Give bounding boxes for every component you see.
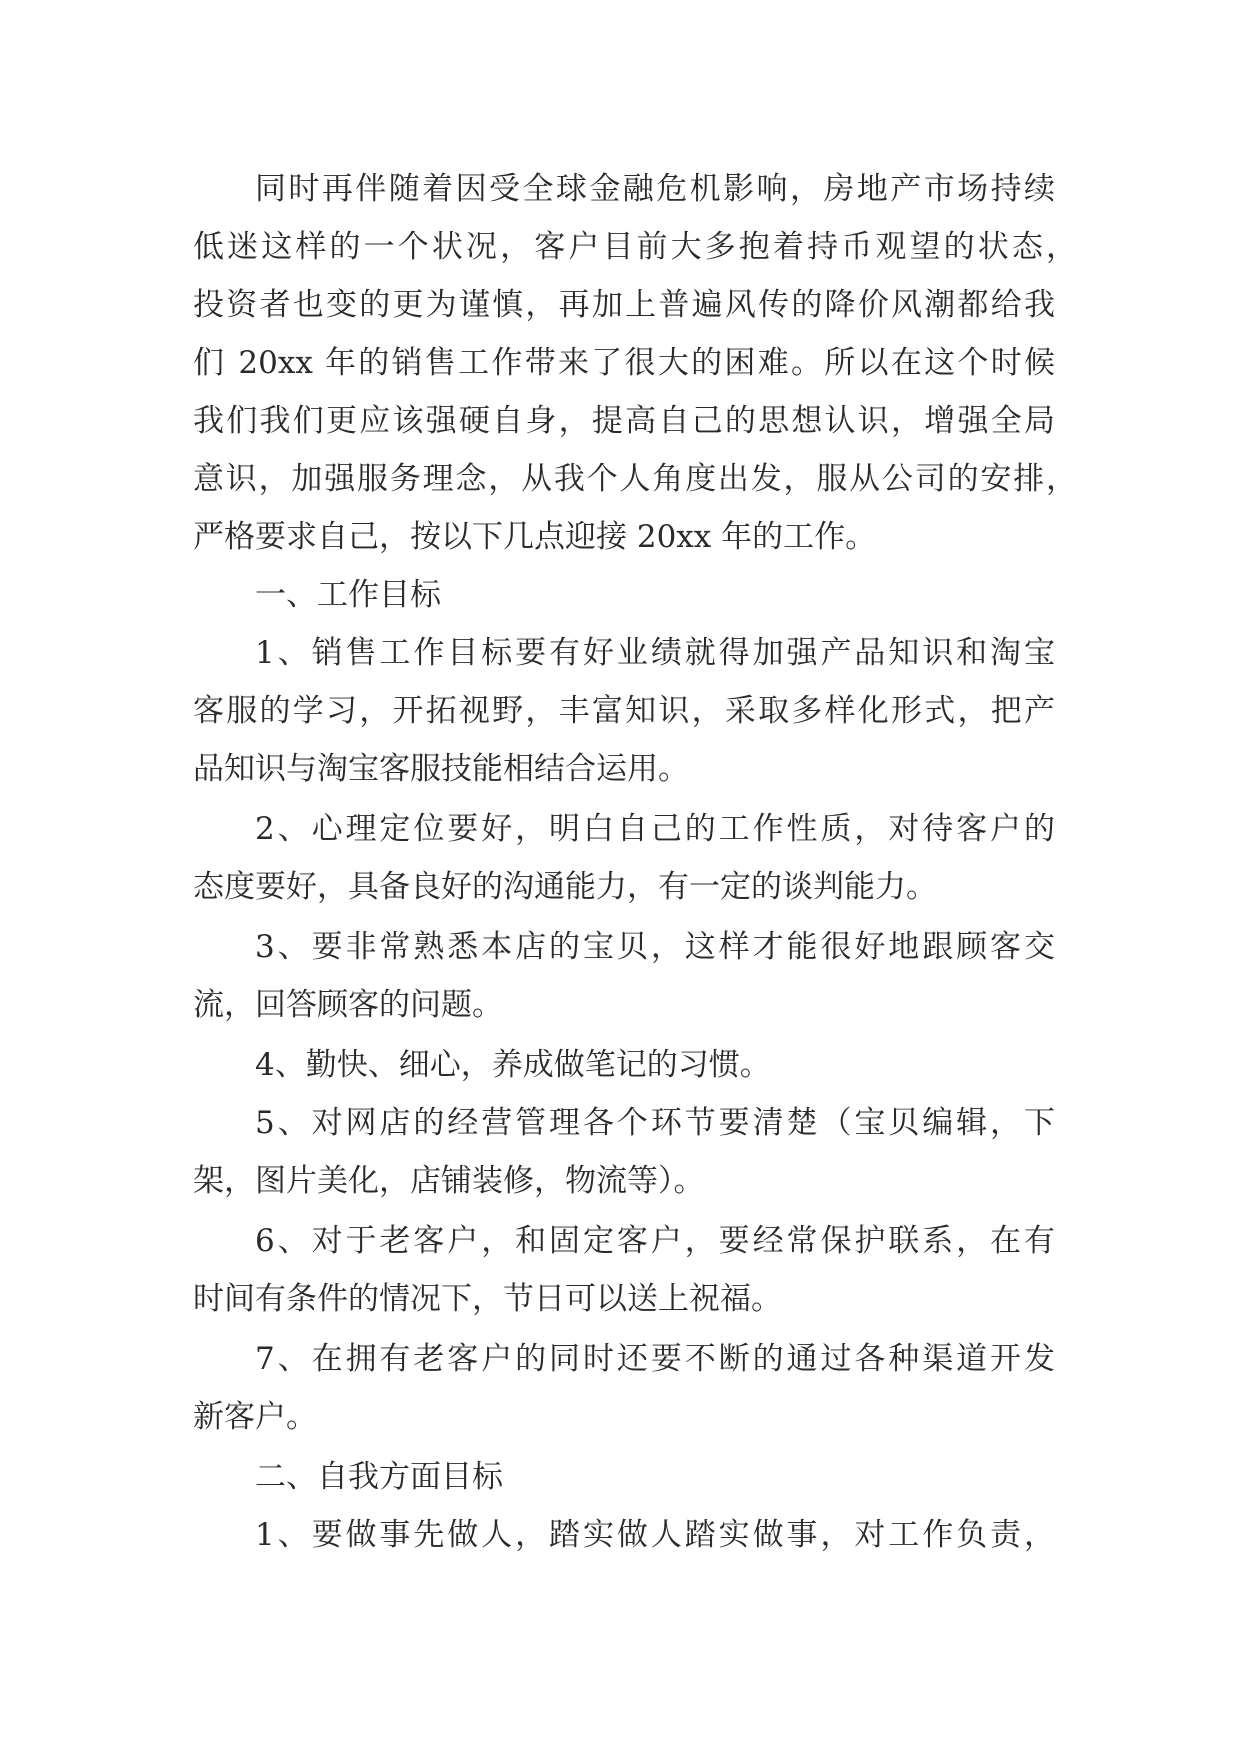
paragraph-line: 2、心理定位要好，明白自己的工作性质，对待客户的 [255, 811, 1055, 847]
paragraph-line: 流，回答顾客的问题。 [193, 987, 503, 1023]
paragraph-line: 态度要好，具备良好的沟通能力，有一定的谈判能力。 [193, 869, 937, 905]
paragraph-line: 1、销售工作目标要有好业绩就得加强产品知识和淘宝 [255, 635, 1055, 671]
section-heading: 二、自我方面目标 [255, 1459, 503, 1495]
paragraph-line: 4、勤快、细心，养成做笔记的习惯。 [255, 1047, 771, 1083]
paragraph-line: 架，图片美化，店铺装修，物流等）。 [193, 1163, 705, 1199]
paragraph-line: 新客户。 [193, 1399, 317, 1435]
paragraph-line: 我们我们更应该强硬自身，提高自己的思想认识，增强全局 [193, 403, 1055, 439]
paragraph-line: 同时再伴随着因受全球金融危机影响，房地产市场持续 [255, 171, 1055, 207]
paragraph-line: 7、在拥有老客户的同时还要不断的通过各种渠道开发 [255, 1341, 1055, 1377]
paragraph-line: 意识，加强服务理念，从我个人角度出发，服从公司的安排， [193, 461, 1077, 497]
paragraph-line: 严格要求自己，按以下几点迎接 20xx 年的工作。 [193, 519, 877, 555]
paragraph-line: 客服的学习，开拓视野，丰富知识，采取多样化形式，把产 [193, 693, 1055, 729]
paragraph-line: 低迷这样的一个状况，客户目前大多抱着持币观望的状态， [193, 229, 1077, 265]
section-heading: 一、工作目标 [255, 577, 441, 613]
paragraph-line: 投资者也变的更为谨慎，再加上普遍风传的降价风潮都给我 [193, 287, 1055, 323]
paragraph-line: 5、对网店的经营管理各个环节要清楚（宝贝编辑，下 [255, 1105, 1055, 1141]
paragraph-line: 时间有条件的情况下，节日可以送上祝福。 [193, 1281, 782, 1317]
paragraph-line: 们 20xx 年的销售工作带来了很大的困难。所以在这个时候 [193, 345, 1055, 381]
paragraph-line: 6、对于老客户，和固定客户，要经常保护联系，在有 [255, 1223, 1055, 1259]
paragraph-line: 1、要做事先做人，踏实做人踏实做事，对工作负责， [255, 1517, 1055, 1553]
paragraph-line: 品知识与淘宝客服技能相结合运用。 [193, 751, 689, 787]
paragraph-line: 3、要非常熟悉本店的宝贝，这样才能很好地跟顾客交 [255, 929, 1055, 965]
